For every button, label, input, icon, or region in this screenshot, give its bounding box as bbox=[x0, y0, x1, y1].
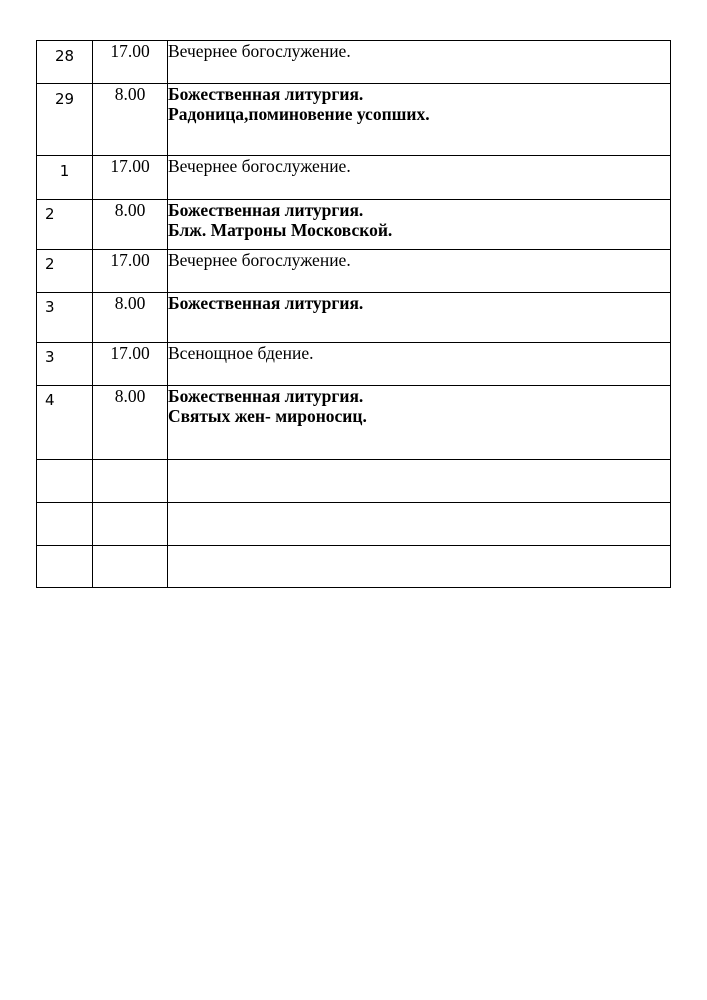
day-cell: 2 bbox=[37, 250, 93, 293]
time-cell: 8.00 bbox=[93, 200, 168, 250]
table-row bbox=[37, 293, 671, 343]
service-cell bbox=[168, 84, 671, 156]
service-line: Всенощное бдение. bbox=[168, 343, 314, 363]
day-cell: 3 bbox=[37, 343, 93, 386]
table-row bbox=[37, 503, 671, 546]
table-row bbox=[37, 250, 671, 293]
day-cell: 1 bbox=[37, 156, 93, 200]
day-cell bbox=[37, 460, 93, 503]
service-cell bbox=[168, 546, 671, 588]
time-cell bbox=[93, 546, 168, 588]
service-line: Божественная литургия. bbox=[168, 386, 364, 406]
day-cell: 29 bbox=[37, 84, 93, 156]
service-cell bbox=[168, 386, 671, 460]
service-line: Божественная литургия. bbox=[168, 293, 364, 313]
service-schedule-table bbox=[36, 40, 671, 588]
service-cell bbox=[168, 41, 671, 84]
service-cell bbox=[168, 200, 671, 250]
service-line: Святых жен- мироносиц. bbox=[168, 406, 367, 426]
table-row bbox=[37, 343, 671, 386]
table-row bbox=[37, 84, 671, 156]
time-cell: 8.00 bbox=[93, 386, 168, 460]
table-row bbox=[37, 386, 671, 460]
time-cell: 8.00 bbox=[93, 293, 168, 343]
service-cell bbox=[168, 460, 671, 503]
time-cell: 17.00 bbox=[93, 250, 168, 293]
table-row bbox=[37, 460, 671, 503]
day-cell bbox=[37, 503, 93, 546]
time-cell: 17.00 bbox=[93, 41, 168, 84]
day-cell: 4 bbox=[37, 386, 93, 460]
service-line: Радоница,поминовение усопших. bbox=[168, 104, 430, 124]
service-line: Блж. Матроны Московской. bbox=[168, 220, 393, 240]
day-cell: 2 bbox=[37, 200, 93, 250]
day-cell: 3 bbox=[37, 293, 93, 343]
time-cell bbox=[93, 503, 168, 546]
day-cell bbox=[37, 546, 93, 588]
time-cell bbox=[93, 460, 168, 503]
table-row bbox=[37, 200, 671, 250]
table-row bbox=[37, 546, 671, 588]
service-cell bbox=[168, 503, 671, 546]
service-line: Божественная литургия. bbox=[168, 84, 364, 104]
service-line: Вечернее богослужение. bbox=[168, 156, 351, 176]
service-line: Вечернее богослужение. bbox=[168, 250, 351, 270]
service-line: Вечернее богослужение. bbox=[168, 41, 351, 61]
table-row bbox=[37, 156, 671, 200]
time-cell: 17.00 bbox=[93, 343, 168, 386]
service-cell bbox=[168, 250, 671, 293]
service-line: Божественная литургия. bbox=[168, 200, 364, 220]
service-cell bbox=[168, 293, 671, 343]
service-cell bbox=[168, 343, 671, 386]
day-cell: 28 bbox=[37, 41, 93, 84]
time-cell: 8.00 bbox=[93, 84, 168, 156]
table-row bbox=[37, 41, 671, 84]
service-cell bbox=[168, 156, 671, 200]
time-cell: 17.00 bbox=[93, 156, 168, 200]
